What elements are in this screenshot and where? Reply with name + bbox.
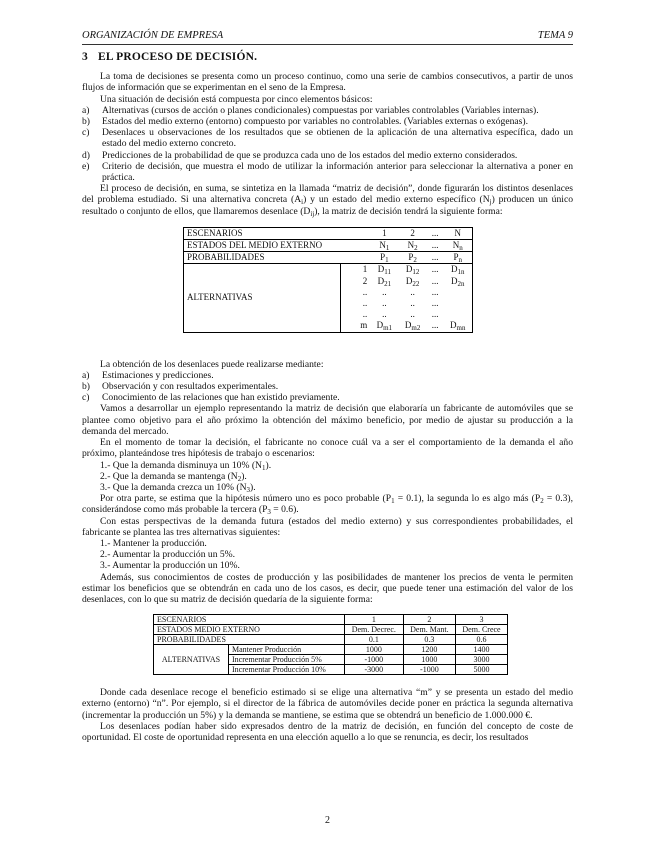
matrix1-prob-row-label: PROBABILIDADES bbox=[184, 252, 371, 264]
matrix2-value-cell: -1000 bbox=[403, 665, 455, 675]
matrix1-states-row-cell: $N_n$ bbox=[444, 240, 473, 252]
element-item-marker: d) bbox=[82, 149, 90, 161]
header-course: ORGANIZACIÓN DE EMPRESA bbox=[82, 30, 224, 41]
matrix1-row-number: 2 bbox=[341, 276, 370, 287]
matrix2-prob-row-cell: 0.3 bbox=[403, 635, 455, 645]
matrix2-alt-name: Mantener Producción bbox=[229, 645, 345, 655]
matrix2-scenarios-row-cell: 1 bbox=[344, 615, 403, 625]
matrix2-value-cell: 5000 bbox=[456, 665, 508, 675]
page-number: 2 bbox=[325, 815, 330, 826]
matrix2-scenarios-row-cell: 2 bbox=[403, 615, 455, 625]
matrix1-outcome-cell: $D_{1n}$ bbox=[444, 264, 473, 276]
car-maker-decision-matrix bbox=[153, 614, 508, 675]
probability-paragraph: Por otra parte, se estima que la hipótesis número uno es poco probable $(P_1 = 0.1)$, la segunda lo es algo más $(P_2 = 0.3)$, considerándose como más probable la tercera $(P_3 = 0.6)$. bbox=[82, 493, 574, 517]
matrix2-value-cell: 1000 bbox=[403, 655, 455, 665]
matrix1-outcome-cell bbox=[444, 309, 473, 320]
matrix1-outcome-cell: $D_{11}$ bbox=[370, 264, 398, 276]
matrix1-scenarios-row-cell: N bbox=[444, 227, 473, 239]
element-item-text: Criterio de decisión, que muestra el modo de utilizar la información anterior para seleccionar la alternativa a poner en práctica. bbox=[102, 160, 573, 184]
matrix1-alt-row bbox=[184, 264, 473, 276]
element-item-marker: c) bbox=[82, 127, 90, 139]
matrix1-outcome-cell: $D_{2n}$ bbox=[444, 276, 473, 287]
matrix2-value-cell: 1400 bbox=[456, 645, 508, 655]
matrix1-outcome-cell: $D_{m2}$ bbox=[398, 320, 426, 332]
alternative-item: 2.- Aumentar la producción un 5%. bbox=[100, 549, 236, 561]
matrix1-prob-row-cell: $P_1$ bbox=[370, 252, 398, 264]
matrix1-prob-row-cell: ... bbox=[427, 252, 444, 264]
matrix2-scenarios-row-label: ESCENARIOS bbox=[154, 615, 345, 625]
element-item-text: Desenlaces u observaciones de los resultados que se obtienen de la aplicación de una alternativa específica, dado un estado del medio externo concreto. bbox=[102, 127, 573, 150]
matrix1-outcome-cell bbox=[444, 287, 473, 298]
element-item bbox=[82, 116, 573, 127]
matrix1-row-number: .. bbox=[341, 287, 370, 298]
matrix1-outcome-cell: ... bbox=[431, 298, 439, 309]
obtencion-item bbox=[82, 370, 573, 381]
example-paragraph-2: En el momento de tomar la decisión, el fabricante no conoce cuál va a ser el comportamiento de la demanda el año próximo, planteándose tres hipótesis de trabajo o escenarios: bbox=[82, 437, 573, 460]
matrix2-scenarios-row bbox=[154, 615, 508, 625]
matrix2-alt-name: Incrementar Producción 5% bbox=[229, 655, 345, 665]
matrix1-outcome-cell: $D_{m1}$ bbox=[370, 320, 398, 332]
matrix1-row-number: .. bbox=[341, 298, 370, 309]
obtencion-item-marker: c) bbox=[82, 392, 90, 404]
element-item-text: Predicciones de la probabilidad de que se produzca cada uno de los estados del medio externo considerados. bbox=[102, 149, 518, 161]
matrix1-outcome-cell: ... bbox=[427, 264, 444, 276]
hypothesis-item: 3.- Que la demanda crezca un 10% $(N_3)$. bbox=[100, 481, 256, 494]
matrix1-alt-label: ALTERNATIVAS bbox=[184, 264, 341, 332]
matrix1-scenarios-row-cell: ... bbox=[427, 227, 444, 239]
matrix2-alt-row bbox=[154, 645, 508, 655]
matrix2-value-cell: -3000 bbox=[344, 665, 403, 675]
element-item bbox=[82, 105, 573, 116]
element-item-text: Alternativas (cursos de acción o planes condicionales) compuestas por variables controlables (Variables internas). bbox=[102, 104, 539, 116]
matrix1-row-number: m bbox=[341, 320, 370, 332]
elements-intro: Una situación de decisión está compuesta por cinco elementos básicos: bbox=[100, 93, 373, 105]
matrix1-outcome-cell: .. bbox=[410, 309, 415, 320]
alternatives-intro: Con estas perspectivas de la demanda futura (estados del medio externo) y sus correspondientes probabilidades, el fabricante se plantea las tres alternativas siguientes: bbox=[82, 515, 573, 538]
matrix1-outcome-cell: $D_{12}$ bbox=[398, 264, 426, 276]
obtencion-intro: La obtención de los desenlaces puede realizarse mediante: bbox=[100, 358, 324, 370]
closing-paragraph-1: Donde cada desenlace recoge el beneficio estimado si se elige una alternativa “m” y se presenta un estado del medio externo (entorno) “n”. Por ejemplo, si el director de la fábrica de automóviles decide poner en práctica la segunda alternativa (incrementar la producción un 5%) y la demanda se mantiene, se estima que se obtendrá un beneficio de 1.000.000 €. bbox=[82, 687, 573, 721]
obtencion-item bbox=[82, 392, 573, 403]
matrix1-outcome-cell: .. bbox=[382, 309, 387, 320]
alternative-item: 1.- Mantener la producción. bbox=[100, 537, 207, 549]
section-heading bbox=[82, 52, 573, 63]
matrix1-outcome-cell: $D_{22}$ bbox=[405, 275, 420, 288]
matrix1-prob-row-cell: $P_n$ bbox=[444, 252, 473, 264]
matrix2-states-row-cell: Dem. Mant. bbox=[403, 625, 455, 635]
closing-paragraph-2: Los desenlaces podían haber sido expresados dentro de la matriz de decisión, en función del concepto de coste de oportunidad. El coste de oportunidad representa en una elección aquello a lo que se renuncia, es decir, los resultados bbox=[82, 720, 573, 743]
matrix2-value-cell: -1000 bbox=[344, 655, 403, 665]
matrix1-outcome-cell: .. bbox=[382, 286, 387, 297]
element-item bbox=[82, 127, 573, 149]
obtencion-item-text: Observación y con resultados experimentales. bbox=[102, 381, 279, 393]
matrix2-alt-name: Incrementar Producción 10% bbox=[229, 665, 345, 675]
matrix1-outcome-cell: ... bbox=[431, 275, 439, 286]
matrix2-states-row bbox=[154, 625, 508, 635]
matrix1-scenarios-row-cell: 1 bbox=[370, 227, 398, 239]
matrix1-outcome-cell: ... bbox=[431, 309, 439, 320]
alternatives-list bbox=[82, 538, 573, 572]
matrix2-prob-row-cell: 0.1 bbox=[344, 635, 403, 645]
hypothesis-item: 1.- Que la demanda disminuya un 10% $(N_1)$. bbox=[100, 459, 272, 472]
hypotheses-list bbox=[82, 460, 573, 494]
matrix2-prob-row-cell: 0.6 bbox=[456, 635, 508, 645]
matrix1-outcome-cell: .. bbox=[382, 298, 387, 309]
matrix-intro-paragraph: El proceso de decisión, en suma, se sintetiza en la llamada “matriz de decisión”, donde figurarán los distintos desenlaces del problema estudiado. Si una alternativa concreta $(A_i)$ y un estado del medio externo específico $(N_j)$ producen un único resultado o conjunto de ellos, que llamaremos desenlace $(D_{ij})$, la matriz de decisión tendrá la siguiente forma: bbox=[82, 183, 573, 218]
element-item bbox=[82, 150, 573, 161]
element-item-text: Estados del medio externo (entorno) compuesto por variables no controlables. (Variables externas o exógenas). bbox=[102, 116, 528, 128]
matrix1-row-number: .. bbox=[341, 309, 370, 320]
matrix1-outcome-cell: .. bbox=[410, 286, 415, 297]
matrix1-outcome-cell: ... bbox=[427, 320, 444, 332]
matrix1-states-row bbox=[184, 240, 473, 252]
hypothesis-item: 2.- Que la demanda se mantenga $(N_2)$. bbox=[100, 470, 247, 483]
example-paragraph-5: Además, sus conocimientos de costes de producción y las posibilidades de mantener los precios de venta le permiten estimar los beneficios que se obtendrán en cada uno de los casos, es decir, que puede tener una estimación del valor de los desenlaces, con lo que su matriz de decisión quedaría de la siguiente forma: bbox=[82, 571, 573, 605]
obtencion-list bbox=[82, 370, 573, 404]
matrix2-alt-label: ALTERNATIVAS bbox=[154, 645, 229, 675]
alternative-item: 3.- Aumentar la producción un 10%. bbox=[100, 560, 240, 572]
matrix1-states-row-cell: $N_1$ bbox=[370, 240, 398, 252]
matrix2-value-cell: 1000 bbox=[344, 645, 403, 655]
matrix1-prob-row-cell: $P_2$ bbox=[398, 252, 426, 264]
matrix1-row-number: 1 bbox=[341, 264, 370, 276]
matrix2-value-cell: 3000 bbox=[456, 655, 508, 665]
matrix1-outcome-cell: $D_{mn}$ bbox=[444, 320, 473, 332]
obtencion-item-marker: a) bbox=[82, 369, 90, 381]
matrix2-states-row-cell: Dem. Decrec. bbox=[344, 625, 403, 635]
matrix2-prob-row-label: PROBABILIDADES bbox=[154, 635, 345, 645]
header-tema: TEMA 9 bbox=[537, 30, 573, 41]
element-item-marker: b) bbox=[82, 116, 90, 128]
matrix1-states-row-cell: ... bbox=[427, 240, 444, 252]
obtencion-item-marker: b) bbox=[82, 381, 90, 393]
matrix2-value-cell: 1200 bbox=[403, 645, 455, 655]
running-header bbox=[82, 30, 573, 45]
matrix2-prob-row bbox=[154, 635, 508, 645]
obtencion-item-text: Conocimiento de las relaciones que han existido previamente. bbox=[102, 392, 340, 404]
elements-list bbox=[82, 105, 573, 183]
intro-paragraph: La toma de decisiones se presenta como un proceso continuo, como una serie de cambios consecutivos, a partir de unos flujos de información que se experimentan en el seno de la Empresa. bbox=[82, 71, 573, 94]
matrix1-outcome-cell bbox=[444, 298, 473, 309]
section-title: EL PROCESO DE DECISIÓN. bbox=[97, 51, 258, 63]
section-number: 3 bbox=[82, 51, 88, 63]
matrix1-states-row-label: ESTADOS DEL MEDIO EXTERNO bbox=[184, 240, 371, 252]
element-item bbox=[82, 161, 573, 183]
matrix2-states-row-label: ESTADOS MEDIO EXTERNO bbox=[154, 625, 345, 635]
generic-decision-matrix bbox=[183, 227, 473, 333]
matrix1-outcome-cell: .. bbox=[410, 298, 415, 309]
matrix2-states-row-cell: Dem. Crece bbox=[456, 625, 508, 635]
element-item-marker: a) bbox=[82, 104, 90, 116]
matrix1-outcome-cell: ... bbox=[431, 286, 439, 297]
matrix1-prob-row bbox=[184, 252, 473, 264]
page-body bbox=[82, 52, 573, 743]
matrix1-scenarios-row-cell: 2 bbox=[398, 227, 426, 239]
obtencion-item-text: Estimaciones y predicciones. bbox=[102, 369, 214, 381]
matrix1-states-row-cell: $N_2$ bbox=[398, 240, 426, 252]
example-paragraph-1: Vamos a desarrollar un ejemplo representando la matriz de decisión que elaboraría un fabricante de automóviles que se plantee como objetivo para el año próximo la obtención del máximo beneficio, por medio de ajustar su producción a la demanda del mercado. bbox=[82, 403, 573, 437]
obtencion-item bbox=[82, 381, 573, 392]
matrix1-scenarios-row-label: ESCENARIOS bbox=[184, 227, 371, 239]
element-item-marker: e) bbox=[82, 160, 90, 172]
matrix1-outcome-cell: $D_{21}$ bbox=[377, 275, 392, 288]
matrix1-scenarios-row bbox=[184, 227, 473, 239]
matrix2-scenarios-row-cell: 3 bbox=[456, 615, 508, 625]
